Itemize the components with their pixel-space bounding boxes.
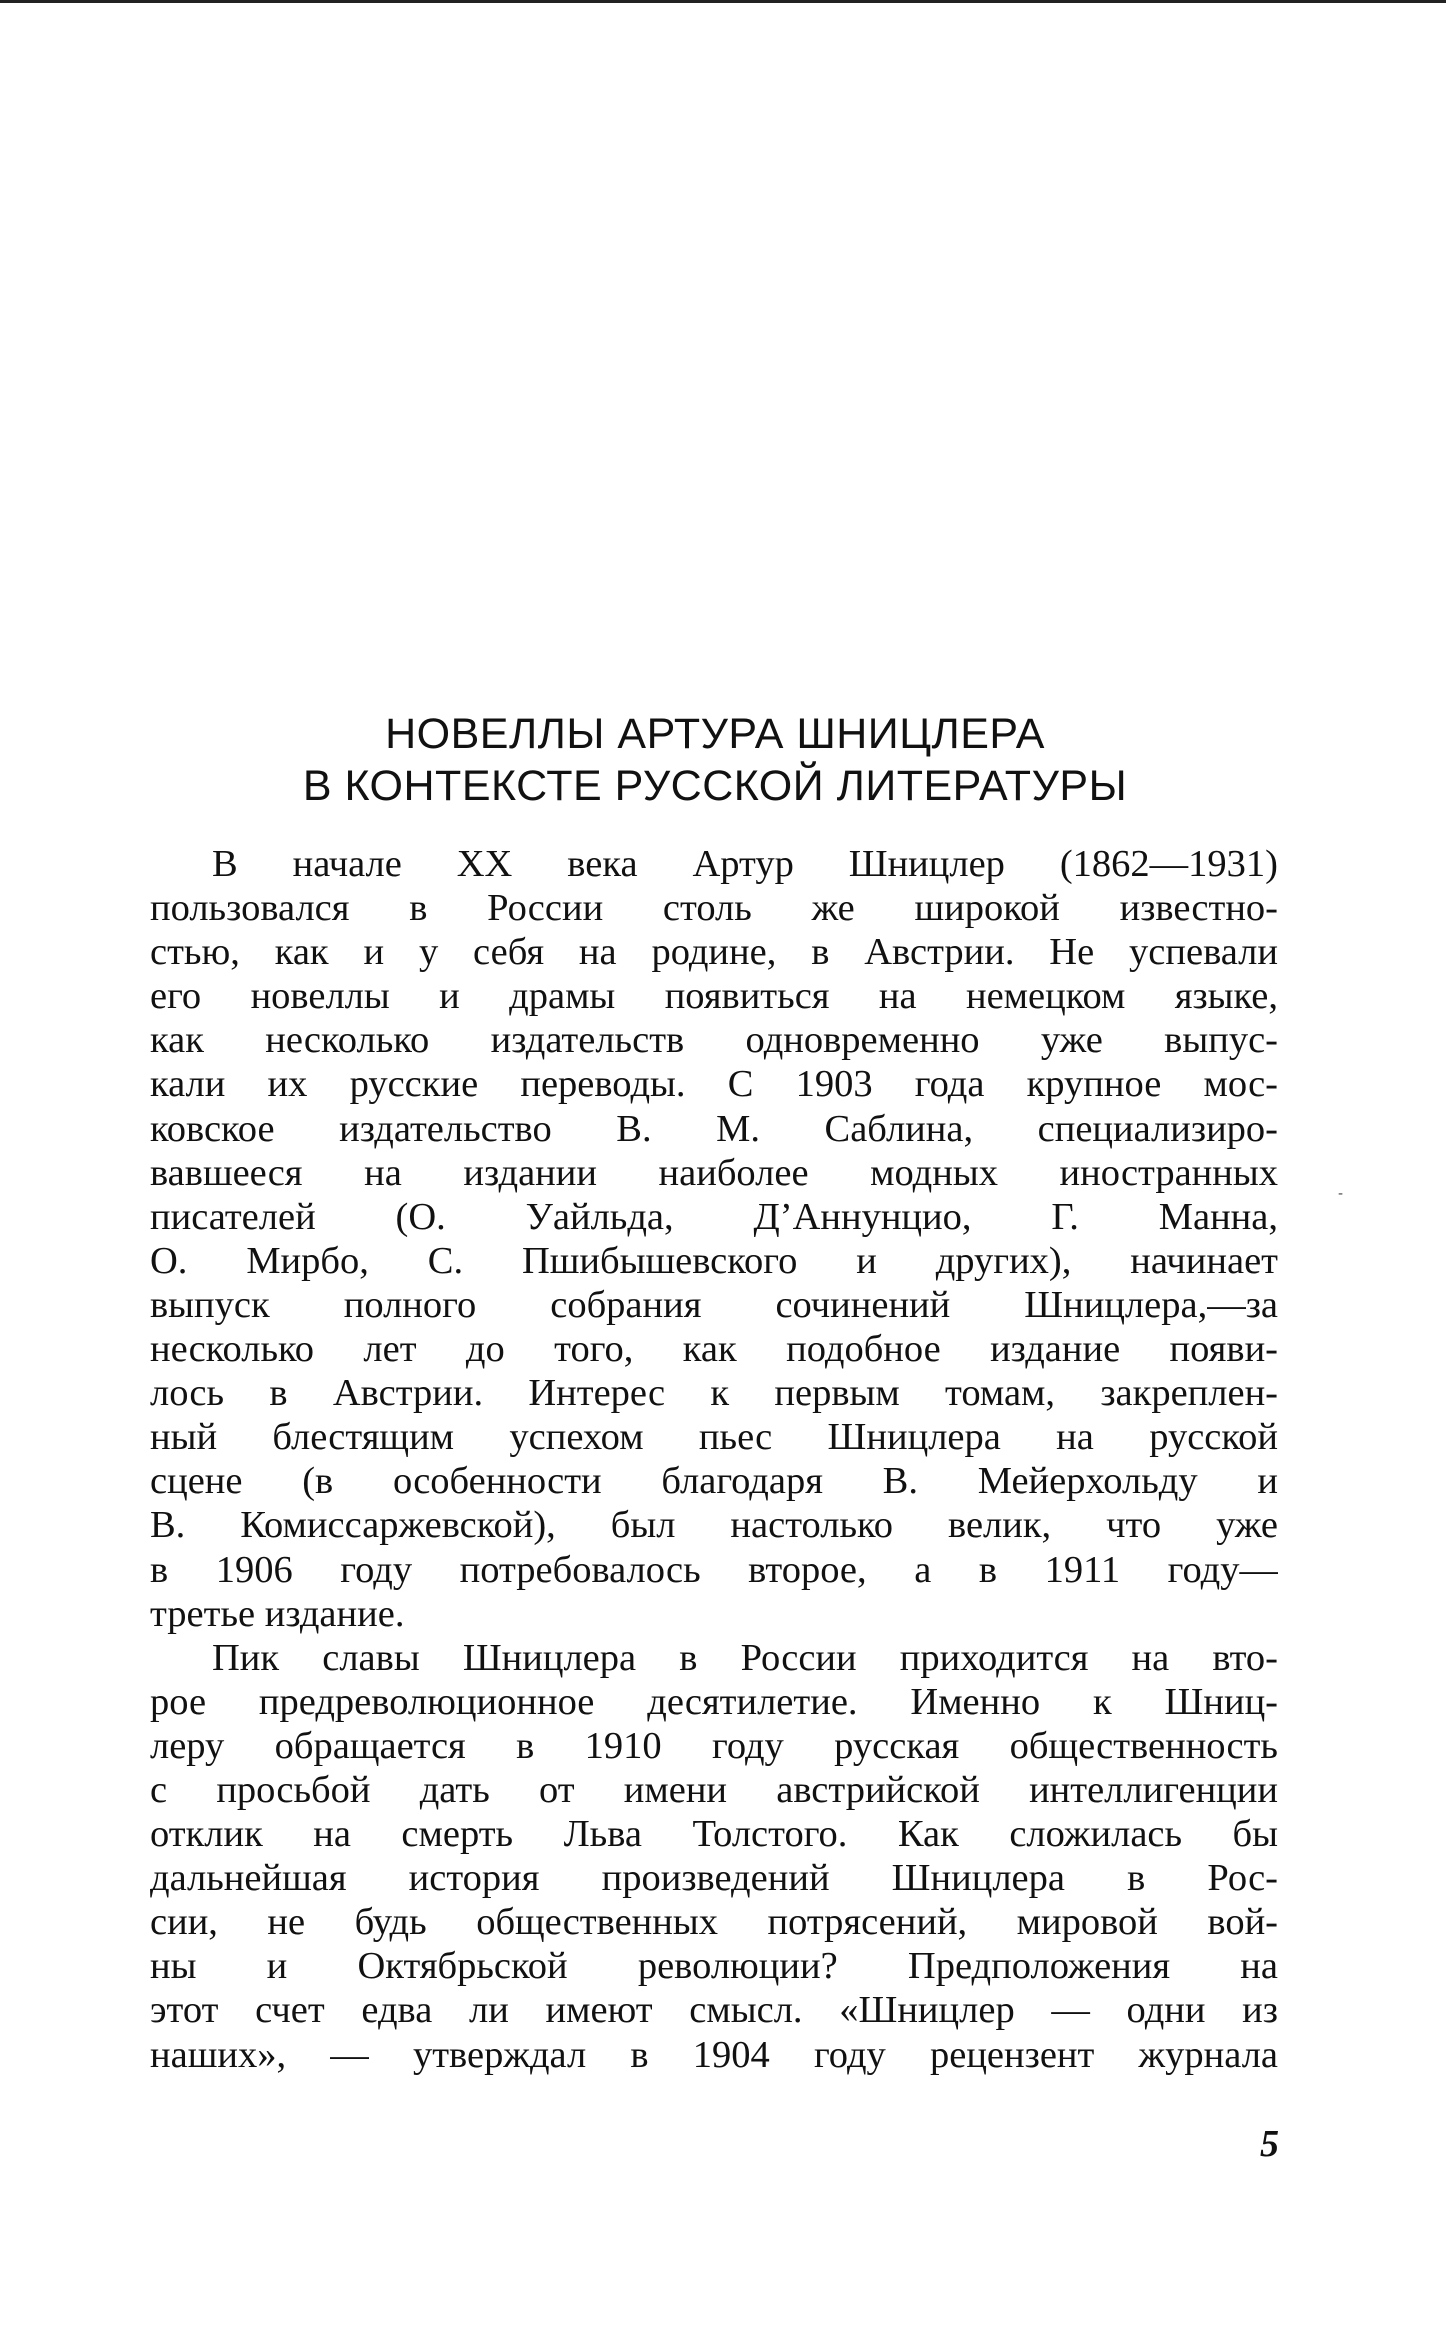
text-line: наших», — утверждал в 1904 году рецензент журнала [150,2033,1278,2076]
text-line: В. Комиссаржевской), был настолько велик, что уже [150,1504,1278,1547]
text-line: лось в Австрии. Интерес к первым томам, закреплен- [150,1372,1278,1415]
body-text [150,842,1278,2077]
chapter-heading-line-2: В КОНТЕКСТЕ РУССКОЙ ЛИТЕРАТУРЫ [302,762,1128,810]
text-line: в 1906 году потребовалось второе, а в 1911 году— [150,1548,1278,1591]
text-line: вавшееся на издании наиболее модных иностранных [150,1151,1278,1194]
text-line: выпуск полного собрания сочинений Шницлера,—за [150,1283,1278,1326]
text-line: В начале XX века Артур Шницлер (1862—1931) [212,843,1278,885]
text-line: несколько лет до того, как подобное издание появи- [150,1328,1278,1371]
text-line: с просьбой дать от имени австрийской интеллигенции [150,1768,1278,1811]
text-line: рое предреволюционное десятилетие. Именно к Шниц- [150,1680,1278,1723]
text-line: Пик славы Шницлера в России приходится на вто- [212,1636,1278,1679]
text-line: писателей (О. Уайльда, Д’Аннунцио, Г. Манна, [150,1195,1278,1238]
chapter-heading-line-1: НОВЕЛЛЫ АРТУРА ШНИЦЛЕРА [385,710,1045,758]
text-line: стью, как и у себя на родине, в Австрии. Не успевали [150,931,1278,974]
text-line: леру обращается в 1910 году русская общественность [150,1724,1278,1767]
text-line: сии, не будь общественных потрясений, мировой вой- [150,1901,1278,1944]
text-line: ный блестящим успехом пьес Шницлера на русской [150,1416,1278,1459]
text-line: его новеллы и драмы появиться на немецком языке, [150,975,1278,1018]
text-line: кали их русские переводы. С 1903 года крупное мос- [150,1063,1278,1106]
text-line: пользовался в России столь же широкой известно- [150,887,1278,930]
text-line: О. Мирбо, С. Пшибышевского и других), начинает [150,1239,1278,1282]
margin-mark: - [1338,1186,1344,1202]
text-line: этот счет едва ли имеют смысл. «Шницлер — одни из [150,1989,1278,2032]
text-line: как несколько издательств одновременно уже выпус- [150,1019,1278,1062]
text-line: отклик на смерть Льва Толстого. Как сложилась бы [150,1813,1278,1856]
text-line: ны и Октябрьской революции? Предположения на [150,1945,1278,1988]
chapter-heading [150,708,1280,812]
text-line: ковское издательство В. М. Саблина, специализиро- [150,1107,1278,1150]
text-line: третье издание. [150,1592,405,1635]
text-line: сцене (в особенности благодаря В. Мейерхольду и [150,1460,1278,1503]
text-line: дальнейшая история произведений Шницлера в Рос- [150,1857,1278,1900]
page-number: 5 [1260,2123,1279,2165]
